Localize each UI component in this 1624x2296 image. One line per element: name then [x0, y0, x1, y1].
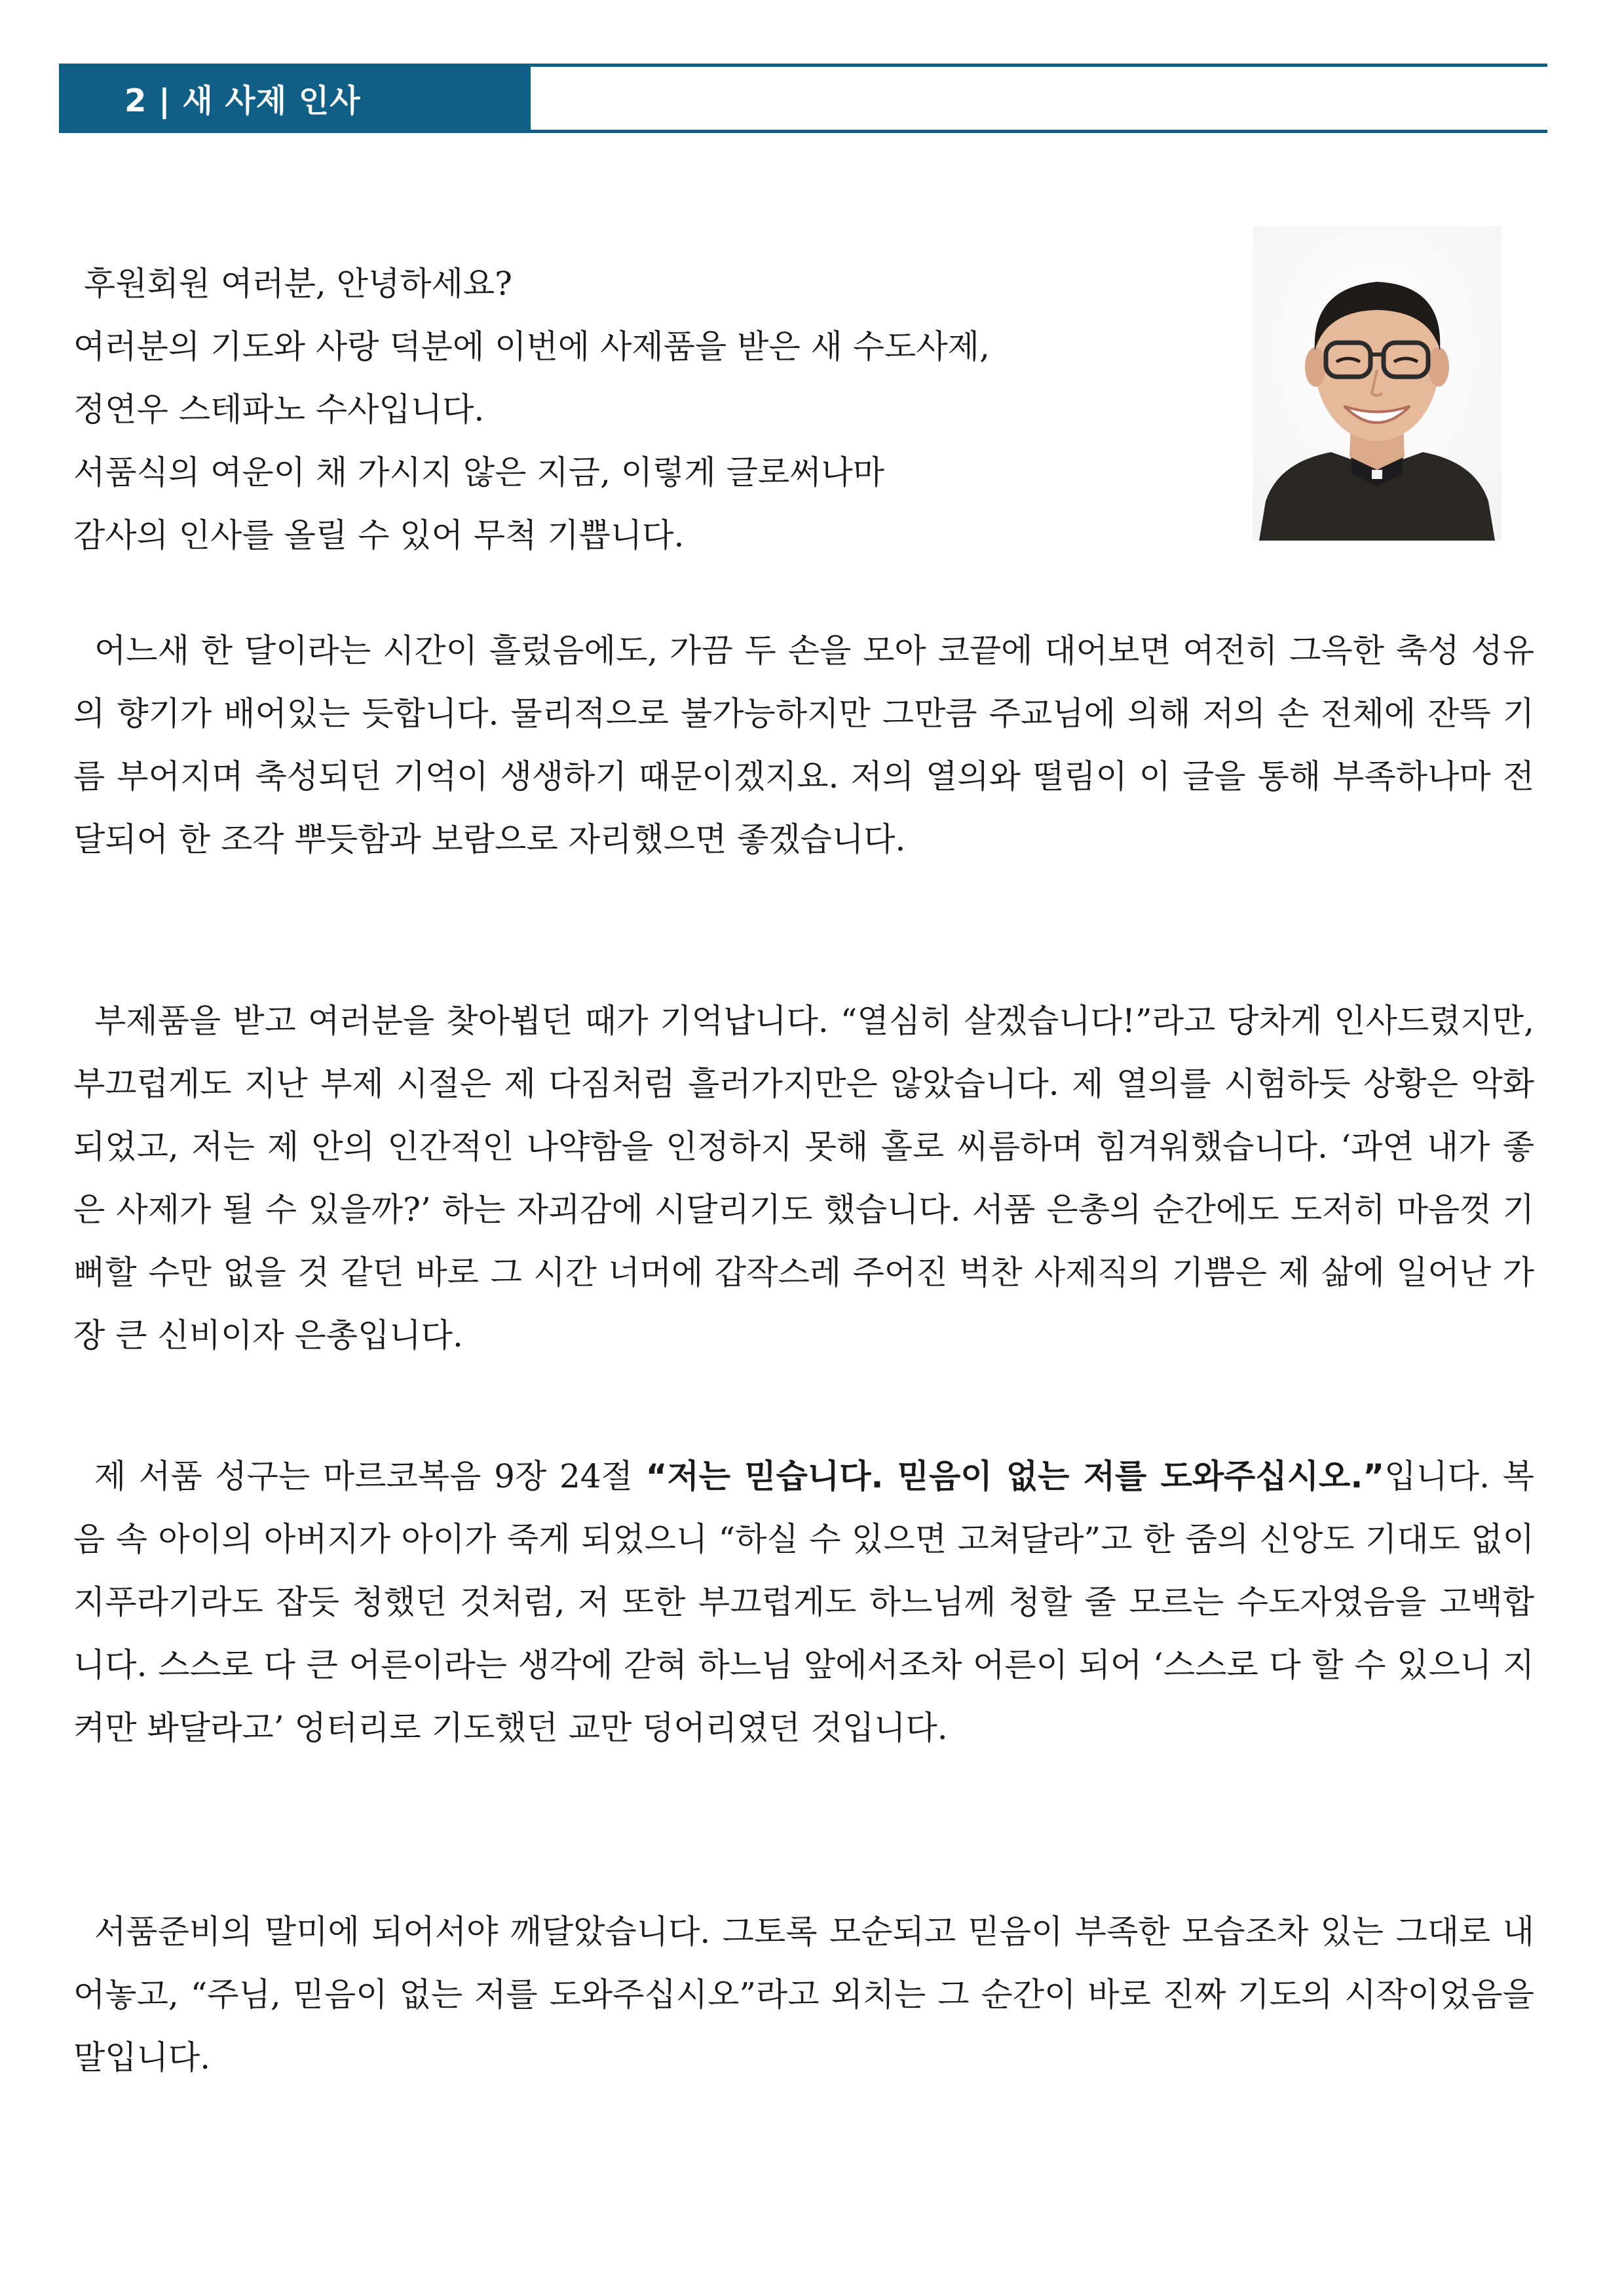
intro-line: 정연우 스테파노 수사입니다.: [73, 391, 485, 429]
paragraph-3-intro: 제 서품 성구는 마르코복음 9장 24절: [94, 1457, 646, 1495]
paragraph-2: 부제품을 받고 여러분을 찾아뵙던 때가 기억납니다. “열심히 살겠습니다!”라고 당차게 인사드렸지만, 부끄럽게도 지난 부제 시절은 제 다짐처럼 흘러가지만은 않았습니다. 제 열의를 시험하듯 상황은 악화되었고, 저는 제 안의 인간적인 나약함을 인정하지 못해 홀로 씨름하며 힘겨워했습니다. ‘과연 내가 좋은 사제가 될 수 있을까?’ 하는 자괴감에 시달리기도 했습니다. 서품 은총의 순간에도 도저히 마음껏 기뻐할 수만 없을 것 같던 바로 그 시간 너머에 갑작스레 주어진 벅찬 사제직의 기쁨은 제 삶에 일어난 가장 큰 신비이자 은총입니다.: [73, 1002, 1534, 1354]
header-top-rule: [531, 64, 1547, 67]
intro-line: 후원회원 여러분, 안녕하세요?: [73, 265, 512, 303]
header-bottom-rule: [59, 130, 1547, 133]
paragraph-1: 어느새 한 달이라는 시간이 흘렀음에도, 가끔 두 손을 모아 코끝에 대어보면 여전히 그윽한 축성 성유의 향기가 배어있는 듯합니다. 물리적으로 불가능하지만 그만큼 주교님에 의해 저의 손 전체에 잔뜩 기름 부어지며 축성되던 기억이 생생하기 때문이겠지요. 저의 열의와 떨림이 이 글을 통해 부족하나마 전달되어 한 조각 뿌듯함과 보람으로 자리했으면 좋겠습니다.: [73, 632, 1534, 858]
intro-line: 감사의 인사를 올릴 수 있어 무척 기쁩니다.: [73, 516, 685, 554]
intro-line: 여러분의 기도와 사랑 덕분에 이번에 사제품을 받은 새 수도사제,: [73, 328, 990, 366]
intro-line: 서품식의 여운이 채 가시지 않은 지금, 이렇게 글로써나마: [73, 453, 885, 491]
paragraph-4: 서품준비의 말미에 되어서야 깨달았습니다. 그토록 모순되고 믿음이 부족한 모습조차 있는 그대로 내어놓고, “주님, 믿음이 없는 저를 도와주십시오”라고 외치는 그 순간이 바로 진짜 기도의 시작이었음을 말입니다.: [73, 1913, 1534, 2076]
paragraph-3-body: 입니다. 복음 속 아이의 아버지가 아이가 죽게 되었으니 “하실 수 있으면 고쳐달라”고 한 줌의 신앙도 기대도 없이 지푸라기라도 잡듯 청했던 것처럼, 저 또한 부끄럽게도 하느님께 청할 줄 모르는 수도자였음을 고백합니다. 스스로 다 큰 어른이라는 생각에 갇혀 하느님 앞에서조차 어른이 되어 ‘스스로 다 할 수 있으니 지켜만 봐달라고’ 엉터리로 기도했던 교만 덩어리였던 것입니다.: [73, 1457, 1534, 1747]
page-header: [59, 64, 1547, 132]
greeting-intro: [73, 252, 1285, 567]
ordination-verse: “저는 믿습니다. 믿음이 없는 저를 도와주십시오.”: [645, 1457, 1385, 1495]
paragraph-3: [73, 1445, 1534, 1759]
section-tab: [59, 64, 531, 132]
priest-portrait-photo: [1253, 226, 1501, 541]
section-title: 2 | 새 사제 인사: [124, 82, 361, 119]
